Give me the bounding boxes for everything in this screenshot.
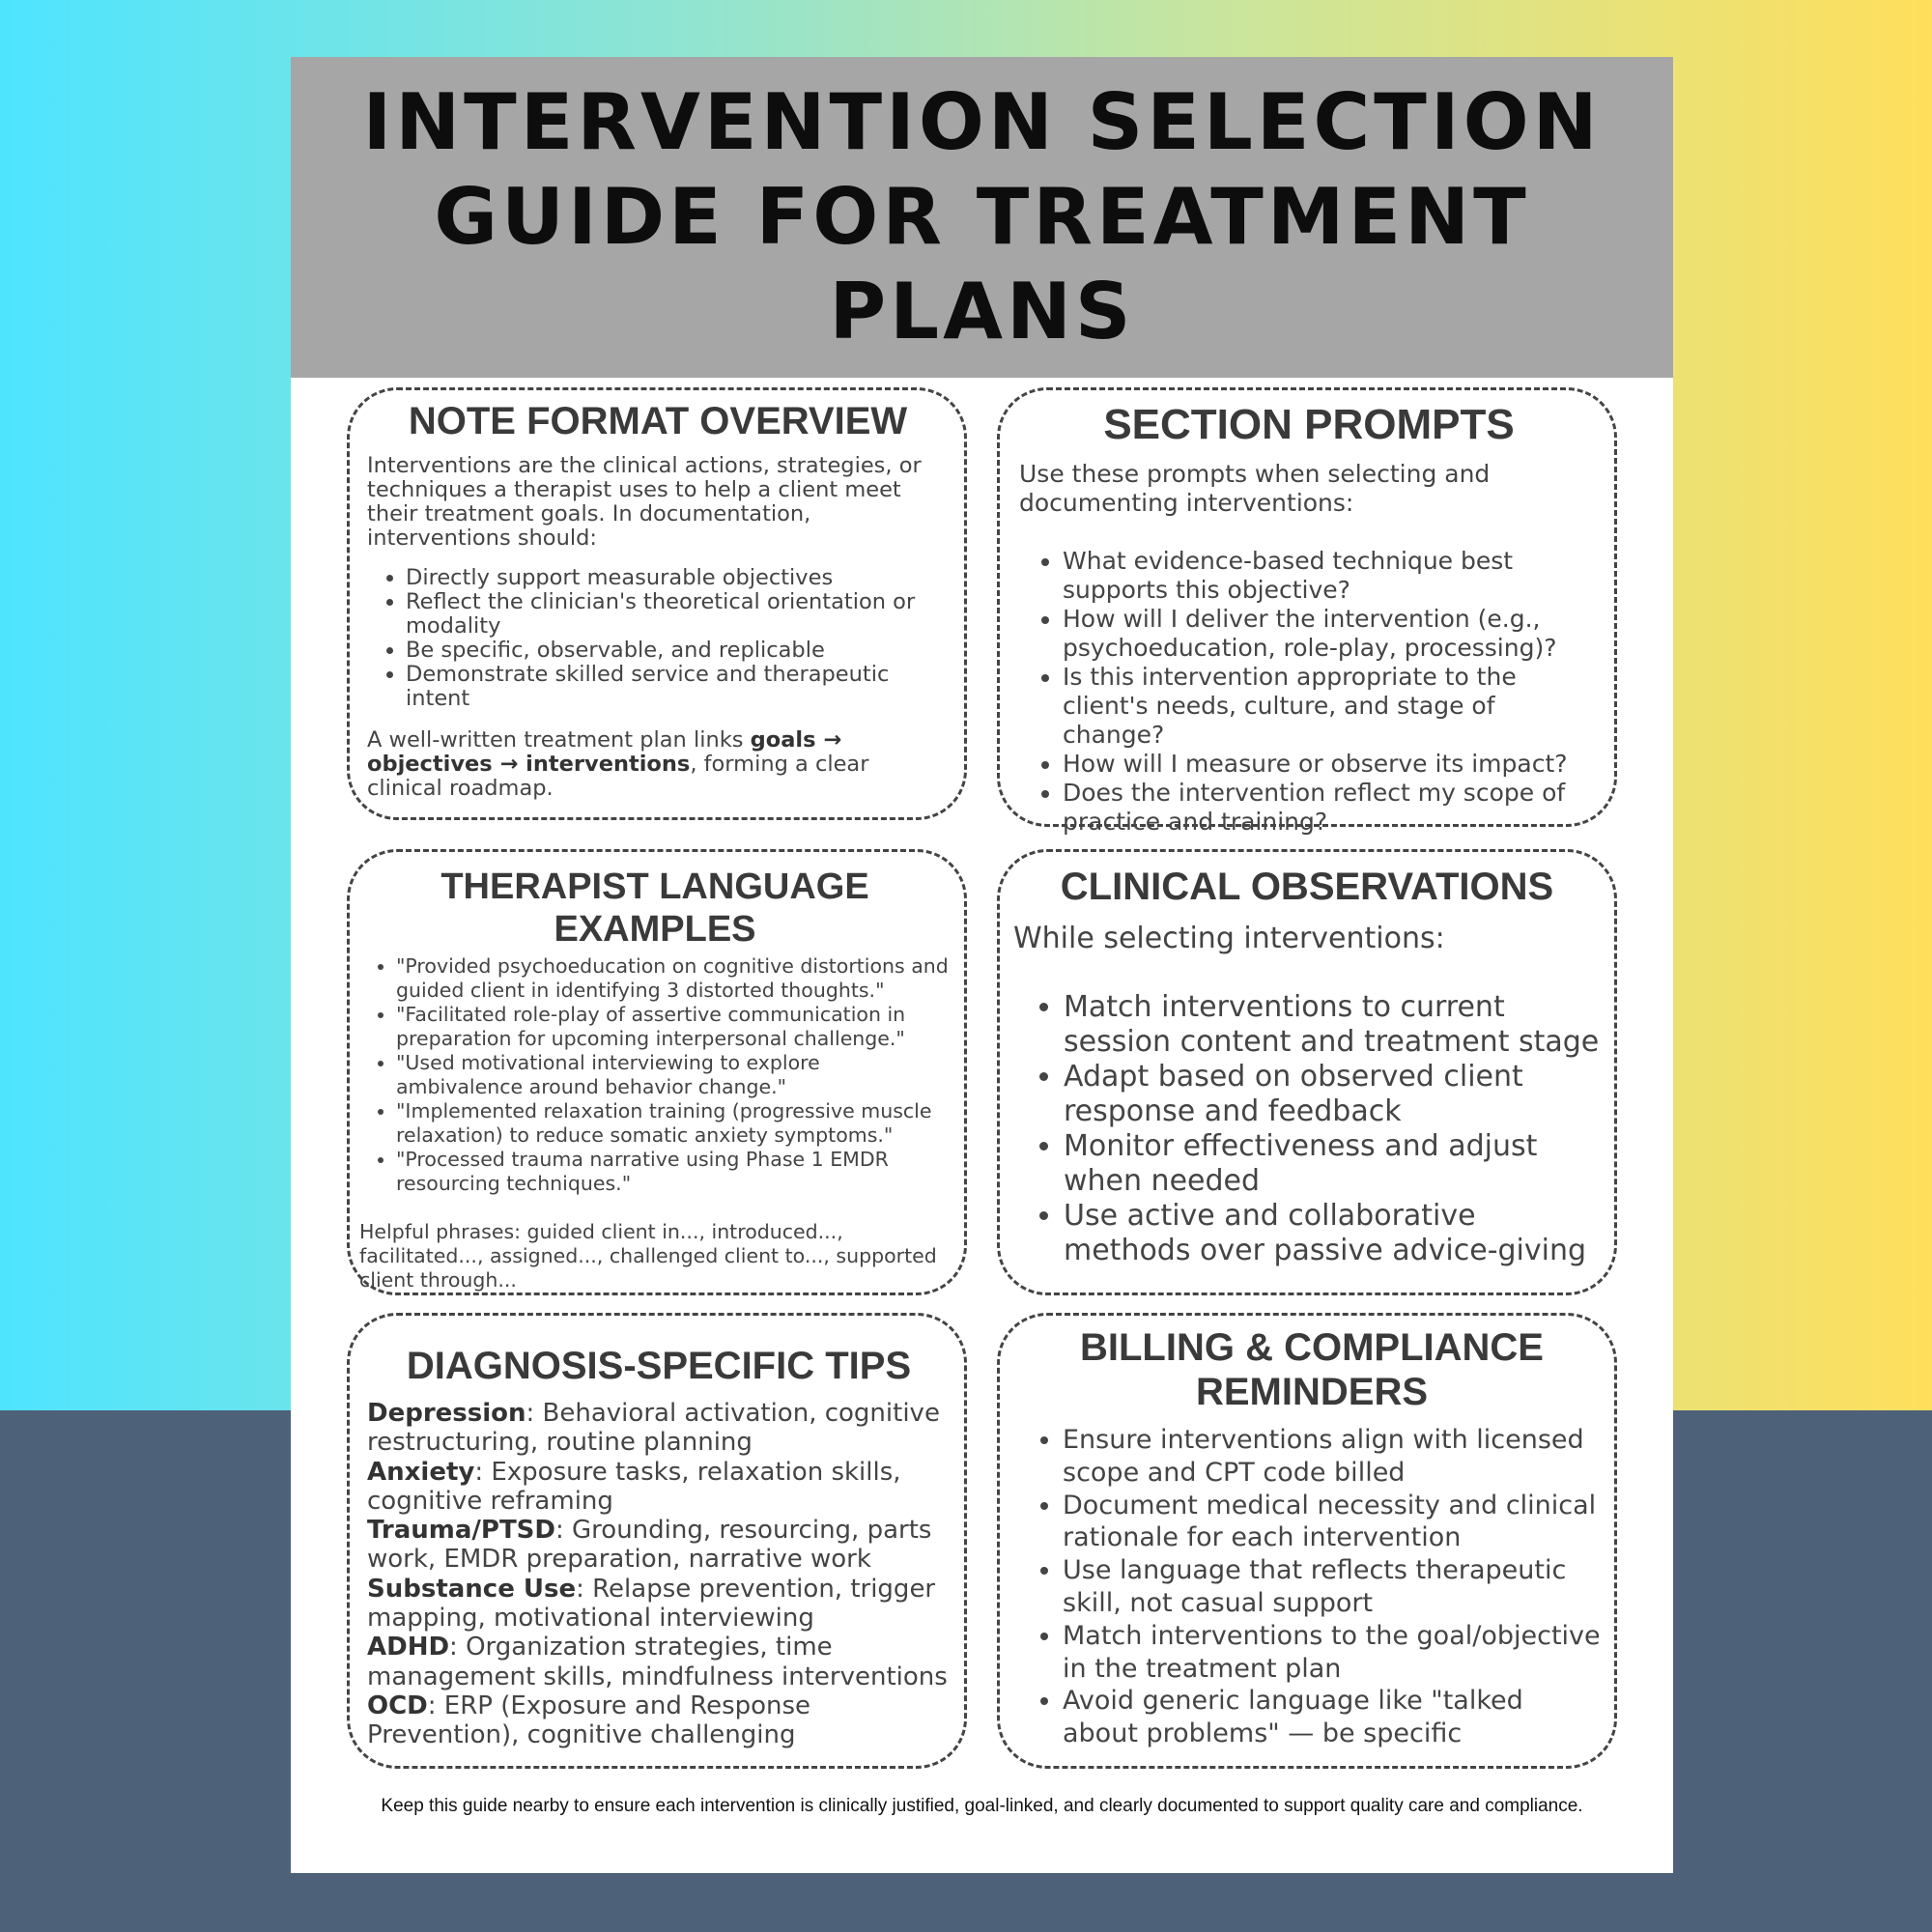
section-prompts-heading: SECTION PROMPTS	[1103, 401, 1515, 448]
list-item: • "Implemented relaxation training (progressive muscle relaxation) to reduce somatic anxiety symptoms."	[396, 1099, 951, 1148]
section-prompts-list	[1019, 547, 1599, 837]
clinical-observations-list	[1013, 990, 1601, 1268]
list-item: • Use language that reflects therapeutic skill, not casual support	[1063, 1554, 1605, 1620]
diagnosis-item	[367, 1575, 951, 1634]
diagnosis-text: : Behavioral activation, cognitive restructuring, routine planning	[367, 1399, 940, 1458]
title-line-2: GUIDE FOR TREATMENT PLANS	[434, 172, 1530, 356]
list-item: • "Facilitated role-play of assertive communication in preparation for upcoming interpersonal challenge."	[396, 1003, 951, 1051]
page-title	[291, 75, 1673, 359]
diagnosis-item	[367, 1516, 951, 1575]
list-item: • Demonstrate skilled service and therapeutic intent	[406, 663, 949, 711]
list-item: • Ensure interventions align with licensed scope and CPT code billed	[1063, 1424, 1605, 1490]
list-item: • Match interventions to current session content and treatment stage	[1064, 990, 1601, 1060]
diagnosis-label: Trauma/PTSD	[367, 1516, 555, 1546]
list-item: • Reflect the clinician's theoretical orientation or modality	[406, 590, 949, 639]
list-item: • Adapt based on observed client response and feedback	[1064, 1060, 1601, 1129]
diagnosis-item	[367, 1633, 951, 1691]
section-prompts-intro: Use these prompts when selecting and documenting interventions:	[1019, 460, 1491, 517]
diagnosis-item	[367, 1458, 951, 1517]
title-line-1: INTERVENTION SELECTION	[362, 77, 1602, 167]
diagnosis-text: : Exposure tasks, relaxation skills, cognitive reframing	[367, 1457, 901, 1516]
billing-heading	[1019, 1325, 1605, 1414]
list-item: • Monitor effectiveness and adjust when needed	[1064, 1129, 1601, 1199]
diagnosis-label: ADHD	[367, 1633, 450, 1662]
list-item: • Does the intervention reflect my scope of practice and training?	[1063, 779, 1599, 837]
clinical-observations-intro: While selecting interventions:	[1013, 922, 1445, 955]
billing-compliance-card	[997, 1313, 1617, 1769]
list-item: • Avoid generic language like "talked about problems" — be specific	[1063, 1685, 1605, 1750]
billing-list	[1019, 1424, 1605, 1750]
diagnosis-text: : Organization strategies, time management skills, mindfulness interventions	[367, 1633, 948, 1691]
diagnosis-label: Anxiety	[367, 1457, 475, 1487]
clinical-observations-heading: CLINICAL OBSERVATIONS	[1060, 866, 1554, 908]
note-format-list	[367, 566, 949, 711]
closing-text-end: , forming a clear clinical roadmap.	[367, 752, 869, 801]
list-item: • "Used motivational interviewing to explore ambivalence around behavior change."	[396, 1051, 951, 1099]
heading-line-2: REMINDERS	[1195, 1371, 1429, 1413]
note-format-closing	[367, 728, 949, 801]
list-item: • Document medical necessity and clinical rationale for each intervention	[1063, 1490, 1605, 1555]
diagnosis-label: Substance Use	[367, 1574, 577, 1604]
closing-text-bold: goals → objectives → interventions	[367, 727, 842, 777]
section-prompts-card	[997, 387, 1617, 836]
diagnosis-tips-heading: DIAGNOSIS-SPECIFIC TIPS	[406, 1345, 912, 1387]
therapist-language-list	[359, 954, 951, 1196]
diagnosis-label: OCD	[367, 1690, 428, 1720]
diagnosis-item	[367, 1691, 951, 1750]
diagnosis-text: : ERP (Exposure and Response Prevention), cognitive challenging	[367, 1690, 811, 1750]
helpful-phrases: Helpful phrases: guided client in..., introduced..., facilitated..., assigned..., challenged client to..., supported client through...	[359, 1220, 937, 1292]
diagnosis-item	[367, 1399, 951, 1458]
diagnosis-text: : Grounding, resourcing, parts work, EMDR preparation, narrative work	[367, 1516, 932, 1575]
title-banner	[291, 57, 1673, 378]
diagnosis-text: : Relapse prevention, trigger mapping, motivational interviewing	[367, 1574, 936, 1634]
note-format-overview-card	[347, 387, 967, 820]
list-item: • How will I deliver the intervention (e.g., psychoeducation, role-play, processing)?	[1063, 605, 1599, 663]
note-format-intro: Interventions are the clinical actions, strategies, or techniques a therapist uses to help a client meet their treatment goals. In documentation, interventions should:	[367, 453, 922, 551]
note-format-heading: NOTE FORMAT OVERVIEW	[408, 400, 908, 442]
list-item: • Use active and collaborative methods over passive advice-giving	[1064, 1199, 1601, 1268]
diagnosis-tips-card	[347, 1313, 967, 1769]
list-item: • "Processed trauma narrative using Phase 1 EMDR resourcing techniques."	[396, 1148, 951, 1196]
heading-line-2: EXAMPLES	[554, 909, 756, 950]
guide-sheet	[291, 57, 1673, 1873]
closing-text-start: A well-written treatment plan links	[367, 727, 751, 753]
list-item: • Match interventions to the goal/objective in the treatment plan	[1063, 1620, 1605, 1686]
list-item: • "Provided psychoeducation on cognitive distortions and guided client in identifying 3 distorted thoughts."	[396, 954, 951, 1003]
heading-line-1: BILLING & COMPLIANCE	[1080, 1326, 1544, 1369]
list-item: • Directly support measurable objectives	[406, 566, 949, 590]
therapist-language-card	[347, 849, 967, 1295]
list-item: • How will I measure or observe its impact?	[1063, 750, 1599, 779]
diagnosis-label: Depression	[367, 1399, 526, 1428]
list-item: • Is this intervention appropriate to the client's needs, culture, and stage of change?	[1063, 663, 1599, 750]
clinical-observations-card	[997, 849, 1617, 1295]
list-item: • Be specific, observable, and replicable	[406, 639, 949, 663]
heading-line-1: THERAPIST LANGUAGE	[440, 867, 869, 907]
therapist-language-heading	[359, 866, 951, 951]
list-item: • What evidence-based technique best supports this objective?	[1063, 547, 1599, 605]
footer-note: Keep this guide nearby to ensure each intervention is clinically justified, goal-linked, and clearly documented to support quality care and compliance.	[381, 1796, 1583, 1816]
